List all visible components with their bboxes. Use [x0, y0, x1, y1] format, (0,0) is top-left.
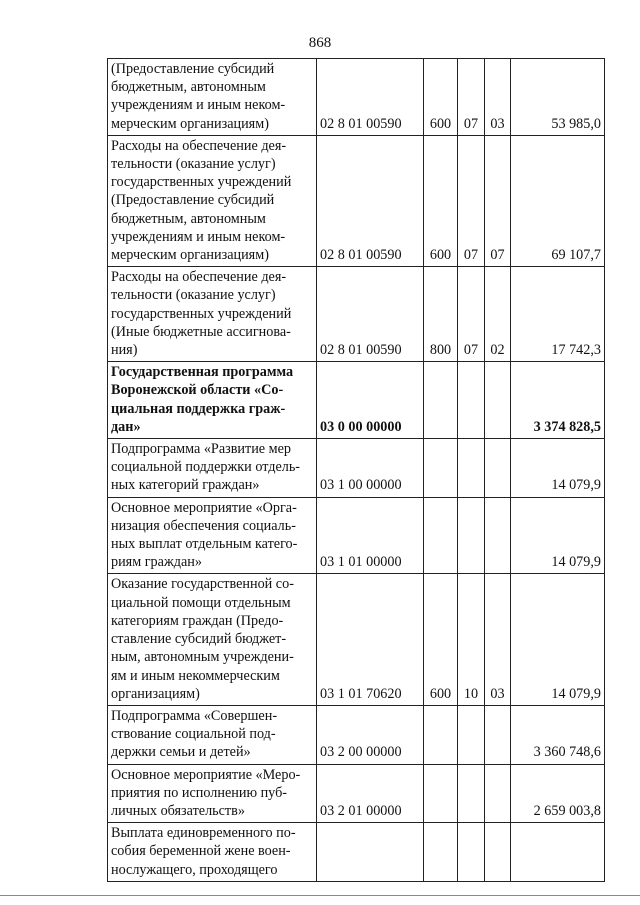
expense-type-cell: 800 [424, 267, 458, 362]
row-name-line: социальной поддержки отдель- [111, 459, 301, 476]
table-row [108, 823, 605, 882]
table-row [108, 59, 605, 136]
target-article-cell: 02 8 01 00590 [317, 135, 424, 266]
row-name-cell [108, 574, 317, 705]
amount-cell: 14 079,9 [511, 497, 605, 574]
row-name-line: собия беременной жене воен- [111, 843, 291, 860]
section-cell: 10 [458, 574, 485, 705]
table-row [108, 439, 605, 498]
row-name-line: ным, автономным учреждени- [111, 649, 294, 666]
row-name-line: Выплата единовременного по- [111, 825, 296, 842]
budget-table [107, 58, 605, 882]
row-name-line: ных категорий граждан» [111, 477, 260, 494]
row-name-cell [108, 497, 317, 574]
table-row [108, 574, 605, 705]
row-name-line: приятия по исполнению пуб- [111, 784, 288, 801]
row-name-cell [108, 362, 317, 439]
section-cell [458, 705, 485, 764]
row-name-line: ния) [111, 342, 138, 359]
section-cell [458, 362, 485, 439]
amount-cell: 2 659 003,8 [511, 764, 605, 823]
row-name-line: мерческим организациям) [111, 247, 269, 264]
subsection-cell: 03 [485, 59, 511, 136]
expense-type-cell [424, 764, 458, 823]
expense-type-cell [424, 362, 458, 439]
section-cell: 07 [458, 135, 485, 266]
target-article-cell: 02 8 01 00590 [317, 267, 424, 362]
row-name-line: ставление субсидий бюджет- [111, 631, 287, 648]
row-name-line: держки семьи и детей» [111, 744, 251, 761]
amount-cell [511, 823, 605, 882]
row-name-cell [108, 267, 317, 362]
row-name-line: тельности (оказание услуг) [111, 156, 276, 173]
row-name-line: Расходы на обеспечение дея- [111, 269, 287, 286]
target-article-cell: 03 1 00 00000 [317, 439, 424, 498]
expense-type-cell [424, 497, 458, 574]
row-name-line: мерческим организациям) [111, 115, 269, 132]
row-name-line: риям граждан» [111, 554, 202, 571]
amount-cell: 69 107,7 [511, 135, 605, 266]
target-article-cell: 03 2 01 00000 [317, 764, 424, 823]
row-name-line: личных обязательств» [111, 802, 245, 819]
row-name-line: нослужащего, проходящего [111, 861, 278, 878]
expense-type-cell: 600 [424, 59, 458, 136]
row-name-line: циальная поддержка граж- [111, 400, 286, 417]
amount-cell: 14 079,9 [511, 574, 605, 705]
row-name-line: учреждениям и иным неком- [111, 97, 286, 114]
expense-type-cell [424, 823, 458, 882]
row-name-line: организациям) [111, 685, 200, 702]
table-body [108, 59, 605, 882]
row-name-cell [108, 705, 317, 764]
subsection-cell: 07 [485, 135, 511, 266]
section-cell [458, 823, 485, 882]
row-name-line: циальной помощи отдельным [111, 594, 291, 611]
subsection-cell [485, 497, 511, 574]
row-name-line: бюджетным, автономным [111, 79, 266, 96]
page-bottom-rule [0, 895, 640, 896]
row-name-line: учреждениям и иным неком- [111, 228, 286, 245]
row-name-line: бюджетным, автономным [111, 210, 266, 227]
target-article-cell: 03 1 01 00000 [317, 497, 424, 574]
row-name-line: Воронежской области «Со- [111, 382, 284, 399]
target-article-cell: 03 2 00 00000 [317, 705, 424, 764]
target-article-cell: 02 8 01 00590 [317, 59, 424, 136]
row-name-line: низация обеспечения социаль- [111, 517, 296, 534]
row-name-cell [108, 823, 317, 882]
target-article-cell: 03 1 01 70620 [317, 574, 424, 705]
row-name-line: Подпрограмма «Совершен- [111, 707, 278, 724]
target-article-cell [317, 823, 424, 882]
expense-type-cell [424, 439, 458, 498]
row-name-line: ных выплат отдельным катего- [111, 536, 298, 553]
amount-cell: 3 360 748,6 [511, 705, 605, 764]
row-name-line: тельности (оказание услуг) [111, 287, 276, 304]
row-name-line: ям и иным некоммерческим [111, 667, 280, 684]
table-row [108, 497, 605, 574]
target-article-cell: 03 0 00 00000 [317, 362, 424, 439]
table-row [108, 764, 605, 823]
row-name-line: (Предоставление субсидий [111, 61, 275, 77]
row-name-line: государственных учреждений [111, 174, 292, 191]
section-cell [458, 764, 485, 823]
expense-type-cell: 600 [424, 135, 458, 266]
expense-type-cell [424, 705, 458, 764]
row-name-cell [108, 764, 317, 823]
page-number: 868 [308, 35, 332, 51]
section-cell [458, 497, 485, 574]
row-name-line: (Предоставление субсидий [111, 192, 275, 209]
row-name-line: Расходы на обеспечение дея- [111, 137, 287, 154]
row-name-line: дан» [111, 418, 141, 435]
row-name-line: ствование социальной под- [111, 726, 276, 743]
section-cell [458, 439, 485, 498]
row-name-line: государственных учреждений [111, 305, 292, 322]
row-name-cell [108, 439, 317, 498]
subsection-cell: 02 [485, 267, 511, 362]
row-name-cell [108, 135, 317, 266]
amount-cell: 14 079,9 [511, 439, 605, 498]
table-row [108, 362, 605, 439]
amount-cell: 3 374 828,5 [511, 362, 605, 439]
section-cell: 07 [458, 267, 485, 362]
row-name-line: Государственная программа [111, 364, 294, 381]
subsection-cell: 03 [485, 574, 511, 705]
subsection-cell [485, 705, 511, 764]
row-name-line: (Иные бюджетные ассигнова- [111, 323, 291, 340]
table-row [108, 705, 605, 764]
row-name-line: категориям граждан (Предо- [111, 612, 284, 629]
section-cell: 07 [458, 59, 485, 136]
subsection-cell [485, 439, 511, 498]
row-name-line: Подпрограмма «Развитие мер [111, 441, 292, 458]
table-row [108, 135, 605, 266]
subsection-cell [485, 764, 511, 823]
subsection-cell [485, 362, 511, 439]
expense-type-cell: 600 [424, 574, 458, 705]
amount-cell: 53 985,0 [511, 59, 605, 136]
table-row [108, 267, 605, 362]
row-name-line: Основное мероприятие «Меро- [111, 766, 301, 783]
row-name-line: Оказание государственной со- [111, 576, 294, 593]
amount-cell: 17 742,3 [511, 267, 605, 362]
row-name-cell [108, 59, 317, 136]
row-name-line: Основное мероприятие «Орга- [111, 499, 297, 516]
subsection-cell [485, 823, 511, 882]
